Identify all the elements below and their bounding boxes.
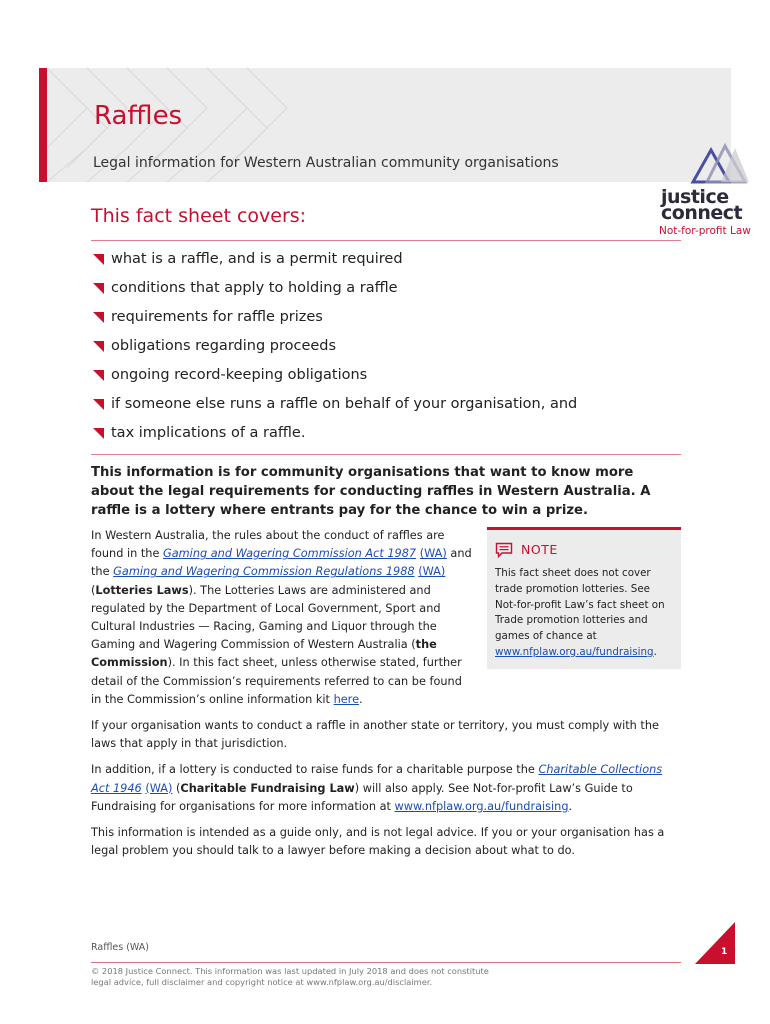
list-item: requirements for raffle prizes: [91, 303, 577, 332]
triangle-bullet-icon: [93, 341, 104, 352]
triangle-bullet-icon: [93, 254, 104, 265]
disclaimer-paragraph: This information is intended as a guide only, and is not legal advice. If you or your organisation has a legal problem you should talk to a lawyer before making a decision about what to do.: [91, 826, 665, 858]
list-item: what is a raffle, and is a permit required: [91, 245, 577, 274]
justice-connect-logo: [657, 144, 757, 244]
triangle-bullet-icon: [93, 283, 104, 294]
banner-accent-stripe: [39, 68, 47, 182]
lotteries-laws-paragraph: In Western Australia, the rules about the conduct of raffles are found in the Gaming and Wagering Commission Act 1987 (WA) and the Gaming and Wagering Commission Regulations 1988 (WA) (Lotteries Laws). The Lotteries Laws are administered and regulated by the Department of Local Government, Sport and Cultural Industries — Racing, Gaming and Liquor through the Gaming and Wagering Commission of Western Australia (the Commission). In this fact sheet, unless otherwise stated, further detail of the Commission’s requirements referred to can be found in the Commission’s online information kit here.: [91, 529, 472, 706]
note-text: This fact sheet does not cover trade promotion lotteries. See Not-for-profit Law’s fact sheet on Trade promotion lotteries and games of chance at www.nfplaw.org.au/fundraising.: [495, 567, 665, 658]
list-item: if someone else runs a raffle on behalf of your organisation, and: [91, 390, 577, 419]
list-item: obligations regarding proceeds: [91, 332, 577, 361]
logo-word-justice: justice: [661, 186, 729, 208]
triangle-bullet-icon: [93, 428, 104, 439]
note-box: [487, 527, 681, 669]
footer-copyright: © 2018 Justice Connect. This information was last updated in July 2018 and does not constitute legal advice, full disclaimer and copyright notice at www.nfplaw.org.au/disclaimer.: [91, 966, 489, 987]
triangle-bullet-icon: [93, 312, 104, 323]
logo-word-connect: connect: [661, 202, 743, 224]
triangle-bullet-icon: [93, 399, 104, 410]
gaming-regulations-wa-link[interactable]: (WA): [418, 565, 446, 579]
body-text: [91, 527, 681, 868]
list-item: tax implications of a raffle.: [91, 419, 577, 448]
footer-divider: [91, 962, 681, 963]
document-title: Raffles: [94, 101, 183, 131]
gaming-regulations-link[interactable]: Gaming and Wagering Commission Regulations 1988: [113, 565, 415, 579]
document-subtitle: Legal information for Western Australian community organisations: [93, 155, 559, 171]
footer-label: Raffles (WA): [91, 942, 149, 953]
other-jurisdiction-paragraph: If your organisation wants to conduct a raffle in another state or territory, you must comply with the laws that apply in that jurisdiction.: [91, 719, 659, 751]
note-icon: [495, 542, 513, 558]
intro-paragraph: This information is for community organisations that want to know more about the legal requirements for conducting raffles in Western Australia. A raffle is a lottery where entrants pay for the chance to win a prize.: [91, 465, 651, 518]
logo-triangles-icon: [691, 144, 753, 188]
charitable-paragraph: In addition, if a lottery is conducted to raise funds for a charitable purpose the Charitable Collections Act 1946 (WA) (Charitable Fundraising Law) will also apply. See Not-for-profit Law’s Guide to Fundraising for organisations for more information at www.nfplaw.org.au/fundraising.: [91, 763, 663, 813]
covers-top-divider: [91, 240, 681, 241]
note-label: NOTE: [521, 542, 558, 558]
fundraising-guide-link[interactable]: www.nfplaw.org.au/fundraising: [394, 799, 569, 813]
page-corner-tab: [695, 922, 735, 964]
triangle-bullet-icon: [93, 370, 104, 381]
page-number: 1: [721, 947, 728, 957]
charitable-act-wa-link[interactable]: (WA): [145, 781, 173, 795]
charitable-act-link[interactable]: Charitable Collections Act 1946: [91, 763, 663, 795]
fundraising-link[interactable]: www.nfplaw.org.au/fundraising: [495, 645, 654, 658]
covers-list: [91, 245, 577, 448]
information-kit-link[interactable]: here: [333, 692, 360, 706]
list-item: conditions that apply to holding a raffle: [91, 274, 577, 303]
logo-tagline: Not-for-profit Law: [659, 225, 751, 237]
gaming-act-wa-link[interactable]: (WA): [419, 547, 447, 561]
covers-bottom-divider: [91, 454, 681, 455]
list-item: ongoing record-keeping obligations: [91, 361, 577, 390]
gaming-act-link[interactable]: Gaming and Wagering Commission Act 1987: [163, 547, 417, 561]
covers-heading: This fact sheet covers:: [91, 205, 307, 227]
